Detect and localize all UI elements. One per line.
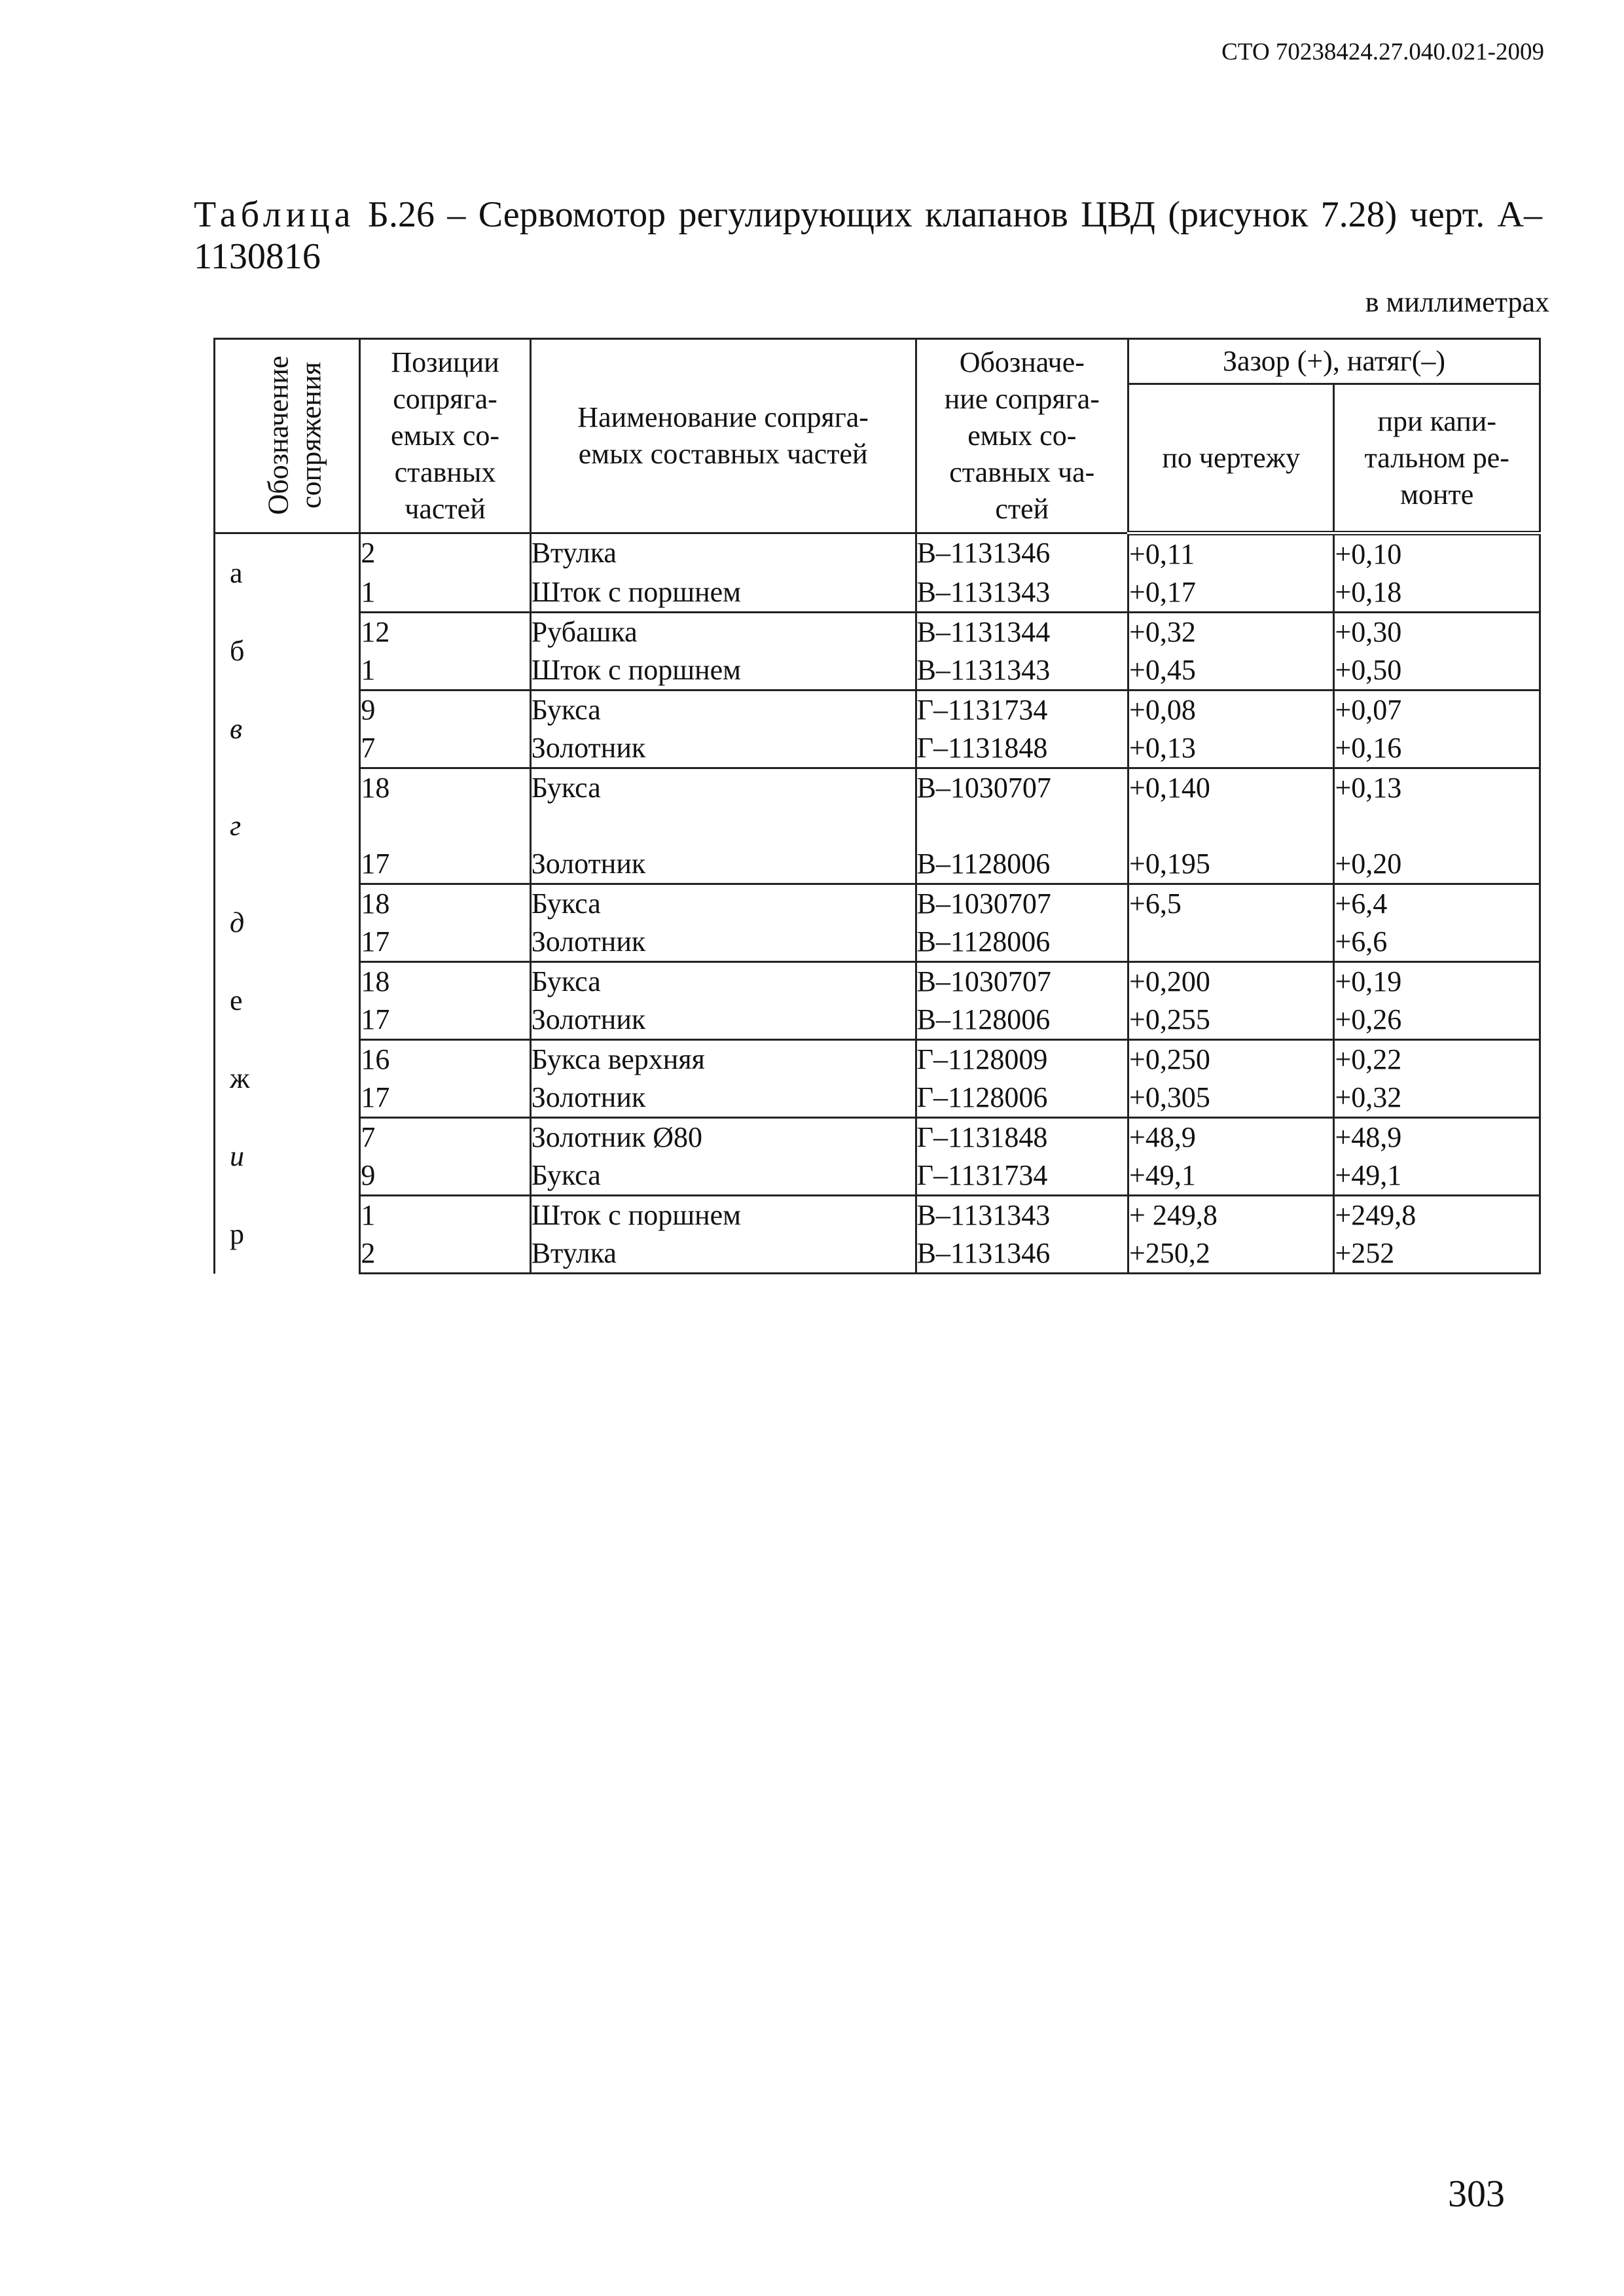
- cell-part-name: Золотник: [530, 729, 916, 768]
- cell-part-name: Золотник: [530, 845, 916, 884]
- cell-position: 18: [360, 768, 530, 808]
- header-positions: Позиции сопряга- емых со- ставных частей: [360, 339, 530, 533]
- cell-position: 17: [360, 1001, 530, 1040]
- cell-part-designation: Г–1128006: [916, 1079, 1128, 1118]
- document-code: СТО 70238424.27.040.021-2009: [1221, 39, 1544, 65]
- cell-gap-at-overhaul: +0,16: [1334, 729, 1540, 768]
- cell-part-designation: Г–1131848: [916, 729, 1128, 768]
- cell-gap-by-drawing: +0,13: [1128, 729, 1334, 768]
- cell-gap-at-overhaul: +0,32: [1334, 1079, 1540, 1118]
- cell-position: 7: [360, 1118, 530, 1157]
- table-row: [215, 1234, 1540, 1274]
- table-row: [215, 729, 1540, 768]
- header-part-designation: Обозначе- ние сопряга- емых со- ставных ча- стей: [916, 339, 1128, 533]
- cell-part-designation: В–1128006: [916, 1001, 1128, 1040]
- cell-gap-by-drawing: +250,2: [1128, 1234, 1334, 1274]
- cell-part-name: Букса: [530, 962, 916, 1001]
- cell-gap-at-overhaul: +0,50: [1334, 651, 1540, 691]
- cell-part-name: Золотник: [530, 1001, 916, 1040]
- cell-part-designation: Г–1131734: [916, 691, 1128, 730]
- cell-position: 1: [360, 651, 530, 691]
- cell-position: 12: [360, 613, 530, 652]
- table-row: [215, 1196, 1540, 1235]
- cell-mate-code: ж: [215, 1040, 360, 1118]
- cell-position: 17: [360, 923, 530, 962]
- cell-gap-at-overhaul: +49,1: [1334, 1157, 1540, 1196]
- cell-mate-code: е: [215, 962, 360, 1040]
- cell-gap-by-drawing: +0,255: [1128, 1001, 1334, 1040]
- cell-gap-at-overhaul: +0,07: [1334, 691, 1540, 730]
- cell-part-name: Букса верхняя: [530, 1040, 916, 1079]
- header-mate-designation-text: Обозначение сопряжения: [262, 355, 327, 515]
- table-row: [215, 533, 1540, 574]
- cell-gap-at-overhaul: +0,18: [1334, 573, 1540, 613]
- cell-part-name: Букса: [530, 1157, 916, 1196]
- cell-gap-at-overhaul: +249,8: [1334, 1196, 1540, 1235]
- cell-gap-at-overhaul: +0,10: [1334, 533, 1540, 574]
- tolerance-table: [213, 338, 1541, 1274]
- units-note: в миллиметрах: [1365, 286, 1549, 318]
- cell-part-name: Втулка: [530, 1234, 916, 1274]
- cell-gap-by-drawing: +0,45: [1128, 651, 1334, 691]
- cell-gap-by-drawing: [1128, 807, 1334, 845]
- cell-part-designation: В–1128006: [916, 845, 1128, 884]
- cell-mate-code: и: [215, 1118, 360, 1196]
- cell-position: 17: [360, 845, 530, 884]
- header-at-overhaul: при капи- тальном ре- монте: [1334, 384, 1540, 533]
- table-row: [215, 1157, 1540, 1196]
- cell-gap-by-drawing: +48,9: [1128, 1118, 1334, 1157]
- table-row: [215, 613, 1540, 652]
- cell-gap-by-drawing: +0,250: [1128, 1040, 1334, 1079]
- cell-part-designation: В–1131346: [916, 533, 1128, 574]
- cell-part-name: Шток с поршнем: [530, 1196, 916, 1235]
- cell-part-name: Шток с поршнем: [530, 573, 916, 613]
- cell-position: 2: [360, 533, 530, 574]
- cell-part-designation: В–1131346: [916, 1234, 1128, 1274]
- cell-part-designation: В–1131343: [916, 1196, 1128, 1235]
- cell-part-designation: Г–1131848: [916, 1118, 1128, 1157]
- table-row: [215, 1040, 1540, 1079]
- cell-gap-by-drawing: +0,11: [1128, 533, 1334, 574]
- table-row: [215, 845, 1540, 884]
- cell-part-designation: В–1030707: [916, 884, 1128, 924]
- cell-position: 18: [360, 884, 530, 924]
- cell-mate-code: а: [215, 533, 360, 613]
- cell-part-designation: В–1030707: [916, 768, 1128, 808]
- cell-position: 16: [360, 1040, 530, 1079]
- cell-part-name: Букса: [530, 884, 916, 924]
- cell-part-name: Золотник: [530, 1079, 916, 1118]
- cell-position: 18: [360, 962, 530, 1001]
- cell-gap-at-overhaul: +252: [1334, 1234, 1540, 1274]
- header-gap-group: Зазор (+), натяг(–): [1128, 339, 1540, 384]
- caption-lead: Таблица: [194, 194, 355, 235]
- cell-gap-at-overhaul: +0,19: [1334, 962, 1540, 1001]
- cell-part-designation: В–1131343: [916, 573, 1128, 613]
- table-row: [215, 1001, 1540, 1040]
- cell-mate-code: д: [215, 884, 360, 962]
- cell-mate-code: р: [215, 1196, 360, 1274]
- cell-part-designation: В–1030707: [916, 962, 1128, 1001]
- table-row: [215, 573, 1540, 613]
- cell-gap-at-overhaul: +0,30: [1334, 613, 1540, 652]
- cell-part-name: Золотник: [530, 923, 916, 962]
- cell-gap-by-drawing: +0,200: [1128, 962, 1334, 1001]
- cell-part-name: Букса: [530, 768, 916, 808]
- cell-gap-by-drawing: +0,305: [1128, 1079, 1334, 1118]
- caption-text: Б.26 – Сервомотор регулирующих клапанов ЦВД (рисунок 7.28) черт. А–1130816: [194, 194, 1542, 277]
- cell-mate-code: г: [215, 768, 360, 884]
- cell-gap-at-overhaul: +6,6: [1334, 923, 1540, 962]
- cell-position: 9: [360, 691, 530, 730]
- cell-gap-at-overhaul: +6,4: [1334, 884, 1540, 924]
- cell-part-name: Золотник Ø80: [530, 1118, 916, 1157]
- header-name: Наименование сопряга- емых составных частей: [530, 339, 916, 533]
- cell-gap-by-drawing: [1128, 923, 1334, 962]
- cell-part-name: [530, 807, 916, 845]
- cell-gap-at-overhaul: +0,13: [1334, 768, 1540, 808]
- cell-part-designation: В–1128006: [916, 923, 1128, 962]
- cell-gap-by-drawing: +6,5: [1128, 884, 1334, 924]
- cell-gap-at-overhaul: +0,22: [1334, 1040, 1540, 1079]
- table-row: [215, 884, 1540, 924]
- cell-part-designation: Г–1128009: [916, 1040, 1128, 1079]
- cell-part-name: Рубашка: [530, 613, 916, 652]
- table-row: [215, 691, 1540, 730]
- cell-gap-at-overhaul: +0,20: [1334, 845, 1540, 884]
- cell-mate-code: б: [215, 613, 360, 691]
- table-row: [215, 768, 1540, 808]
- cell-position: 1: [360, 1196, 530, 1235]
- cell-part-name: Шток с поршнем: [530, 651, 916, 691]
- table-row: [215, 1118, 1540, 1157]
- cell-position: 9: [360, 1157, 530, 1196]
- cell-position: 1: [360, 573, 530, 613]
- cell-gap-at-overhaul: +0,26: [1334, 1001, 1540, 1040]
- cell-gap-by-drawing: +0,32: [1128, 613, 1334, 652]
- header-mate-designation: [215, 339, 360, 533]
- cell-position: 7: [360, 729, 530, 768]
- cell-mate-code: в: [215, 691, 360, 768]
- cell-part-name: Букса: [530, 691, 916, 730]
- page-number: 303: [1448, 2172, 1505, 2215]
- cell-position: [360, 807, 530, 845]
- cell-gap-at-overhaul: [1334, 807, 1540, 845]
- cell-gap-at-overhaul: +48,9: [1334, 1118, 1540, 1157]
- cell-part-designation: В–1131343: [916, 651, 1128, 691]
- cell-part-designation: Г–1131734: [916, 1157, 1128, 1196]
- cell-gap-by-drawing: + 249,8: [1128, 1196, 1334, 1235]
- table-row: [215, 923, 1540, 962]
- header-by-drawing: по чертежу: [1128, 384, 1334, 533]
- table-caption: [194, 194, 1542, 278]
- table-row: [215, 807, 1540, 845]
- cell-gap-by-drawing: +0,195: [1128, 845, 1334, 884]
- cell-part-name: Втулка: [530, 533, 916, 574]
- cell-gap-by-drawing: +0,17: [1128, 573, 1334, 613]
- table-row: [215, 1079, 1540, 1118]
- cell-gap-by-drawing: +49,1: [1128, 1157, 1334, 1196]
- table-row: [215, 651, 1540, 691]
- cell-part-designation: [916, 807, 1128, 845]
- cell-gap-by-drawing: +0,08: [1128, 691, 1334, 730]
- cell-position: 2: [360, 1234, 530, 1274]
- cell-position: 17: [360, 1079, 530, 1118]
- cell-gap-by-drawing: +0,140: [1128, 768, 1334, 808]
- cell-part-designation: В–1131344: [916, 613, 1128, 652]
- table-row: [215, 962, 1540, 1001]
